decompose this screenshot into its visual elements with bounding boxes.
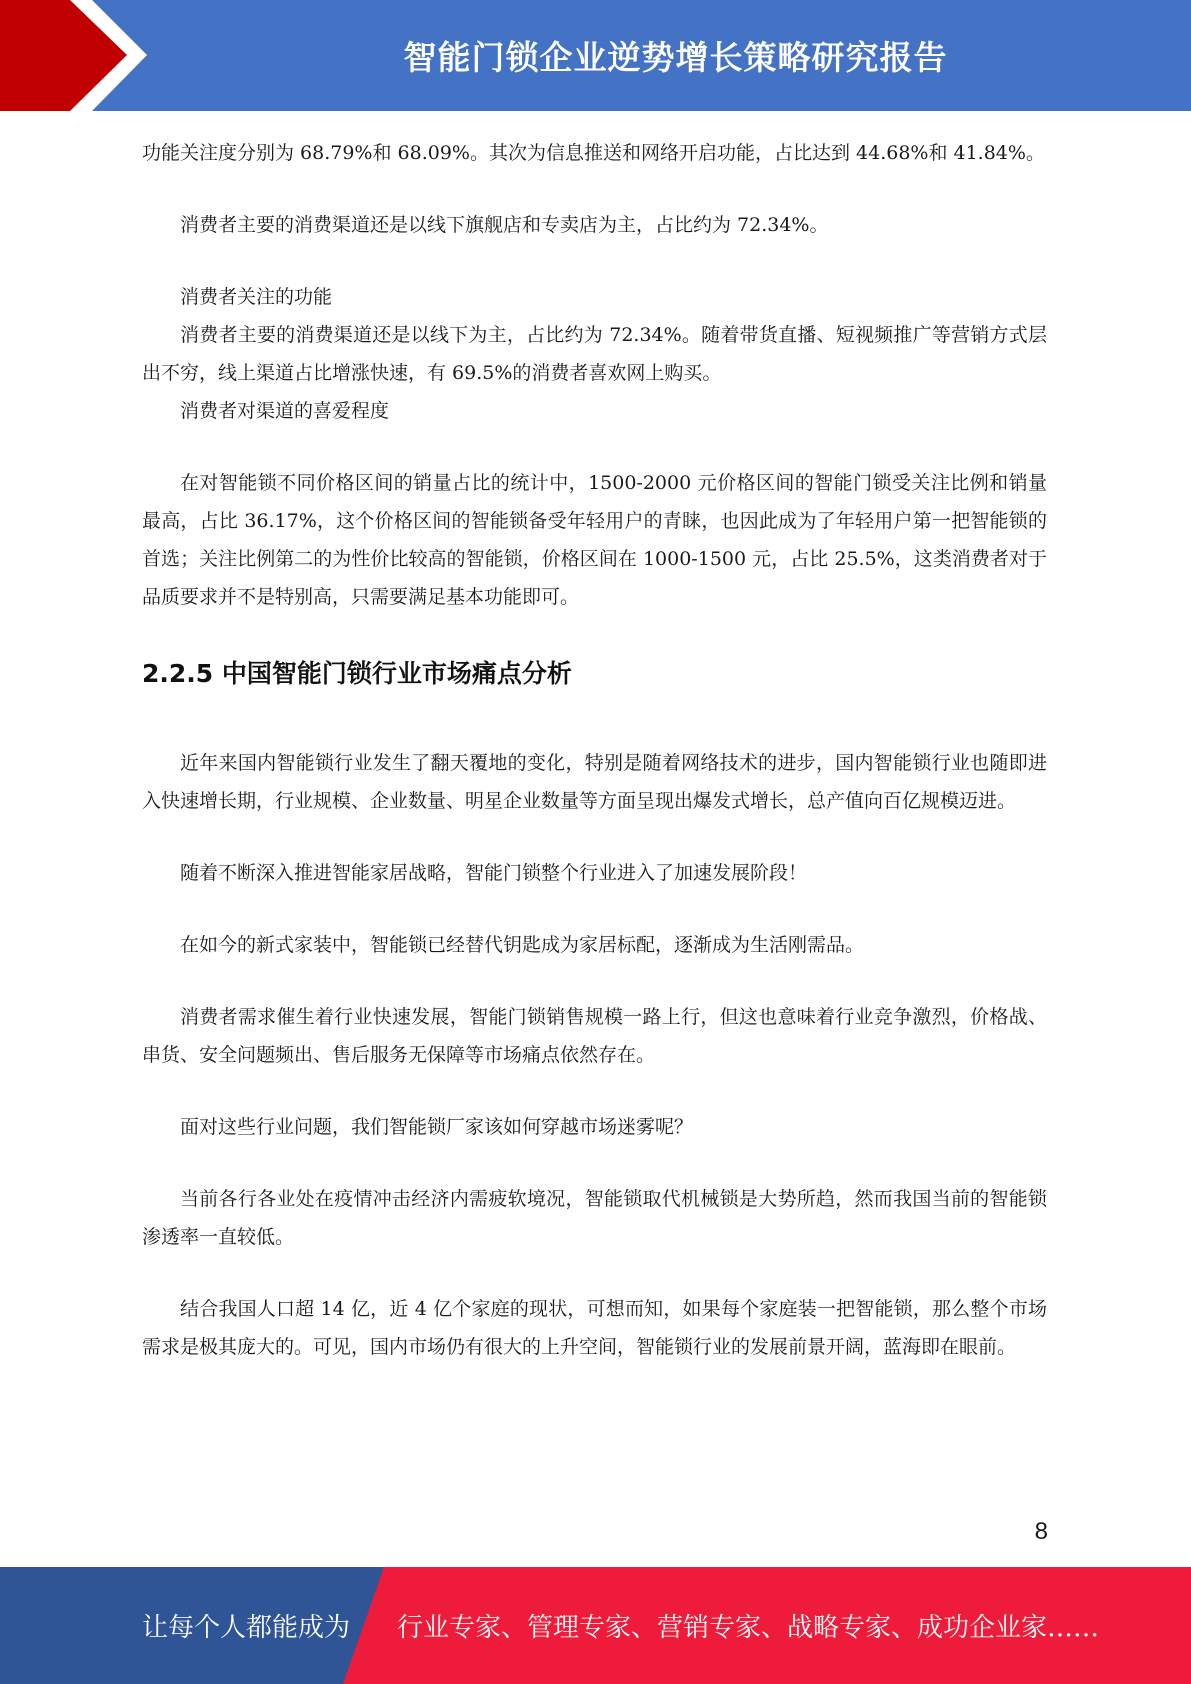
figure-caption: 消费者关注的功能 bbox=[180, 286, 333, 308]
paragraph: 消费者主要的消费渠道还是以线下为主，占比约为 72.34%。随着带货直播、短视频推广等营销方式层出不穷，线上渠道占比增涨快速，有 69.5%的消费者喜欢网上购买。 bbox=[142, 324, 1047, 384]
page-footer bbox=[0, 1567, 1191, 1684]
paragraph: 消费者需求催生着行业快速发展，智能门锁销售规模一路上行，但这也意味着行业竞争激烈，价格战、串货、安全问题频出、售后服务无保障等市场痛点依然存在。 bbox=[142, 1006, 1047, 1066]
section-heading: 2.2.5 中国智能门锁行业市场痛点分析 bbox=[142, 659, 572, 688]
paragraph: 当前各行各业处在疫情冲击经济内需疲软境况，智能锁取代机械锁是大势所趋，然而我国当前的智能锁渗透率一直较低。 bbox=[142, 1188, 1047, 1248]
paragraph: 面对这些行业问题，我们智能锁厂家该如何穿越市场迷雾呢？ bbox=[180, 1116, 694, 1138]
paragraph: 在如今的新式家装中，智能锁已经替代钥匙成为家居标配，逐渐成为生活刚需品。 bbox=[180, 934, 865, 956]
paragraph: 近年来国内智能锁行业发生了翻天覆地的变化，特别是随着网络技术的进步，国内智能锁行业也随即进入快速增长期，行业规模、企业数量、明星企业数量等方面呈现出爆发式增长，总产值向百亿规模迈进。 bbox=[142, 752, 1047, 812]
paragraph: 在对智能锁不同价格区间的销量占比的统计中，1500-2000 元价格区间的智能门锁受关注比例和销量最高，占比 36.17%，这个价格区间的智能锁备受年轻用户的青睐，也因此成为了年轻用户第一把智能锁的首选；关注比例第二的为性价比较高的智能锁，价格区间在 1000-1500 元，占比 25.5%，这类消费者对于品质要求并不是特别高，只需要满足基本功能即可。 bbox=[142, 472, 1047, 608]
figure-caption: 消费者对渠道的喜爱程度 bbox=[180, 400, 390, 422]
footer-slogan-right: 行业专家、管理专家、营销专家、战略专家、成功企业家…… bbox=[397, 1613, 1100, 1643]
page-number: 8 bbox=[1034, 1518, 1048, 1545]
footer-slogan-left: 让每个人都能成为 bbox=[142, 1613, 351, 1643]
paragraph: 结合我国人口超 14 亿，近 4 亿个家庭的现状，可想而知，如果每个家庭装一把智能锁，那么整个市场需求是极其庞大的。可见，国内市场仍有很大的上升空间，智能锁行业的发展前景开阔，蓝海即在眼前。 bbox=[142, 1298, 1047, 1358]
header-red-arrow-shape bbox=[0, 0, 160, 111]
document-body bbox=[142, 134, 1047, 1366]
paragraph: 功能关注度分别为 68.79%和 68.09%。其次为信息推送和网络开启功能，占比达到 44.68%和 41.84%。 bbox=[142, 142, 1045, 164]
paragraph: 消费者主要的消费渠道还是以线下旗舰店和专卖店为主，占比约为 72.34%。 bbox=[180, 214, 829, 236]
paragraph: 随着不断深入推进智能家居战略，智能门锁整个行业进入了加速发展阶段！ bbox=[180, 862, 808, 884]
page-header bbox=[0, 0, 1191, 111]
report-title: 智能门锁企业逆势增长策略研究报告 bbox=[403, 38, 948, 77]
